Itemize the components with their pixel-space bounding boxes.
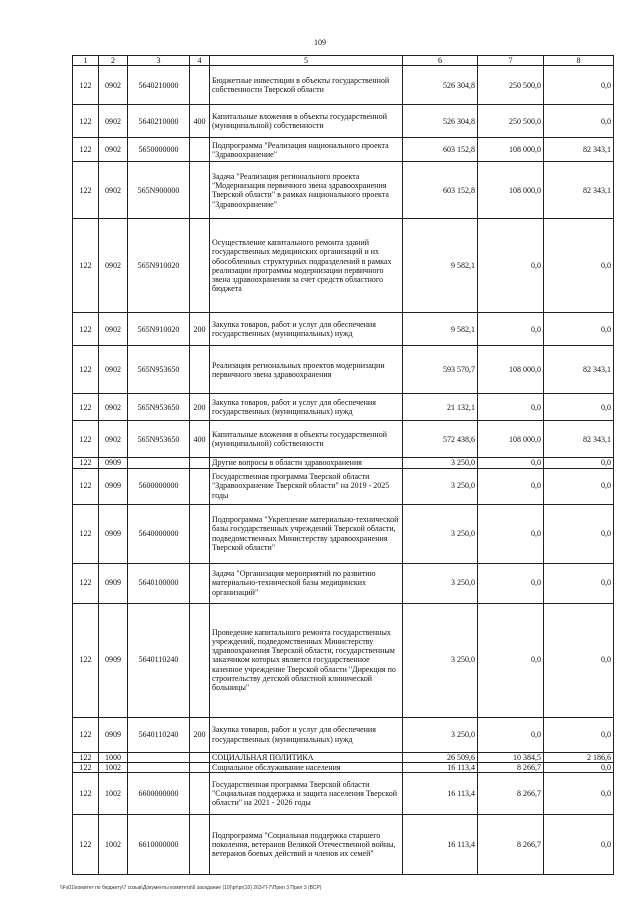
cell-expense-type	[190, 219, 210, 313]
cell-amount-2024: 0,0	[544, 603, 614, 717]
cell-amount-2024: 0,0	[544, 563, 614, 603]
column-header: 8	[544, 56, 614, 66]
cell-ved-code: 122	[73, 603, 99, 717]
cell-amount-2022: 3 250,0	[403, 603, 478, 717]
cell-amount-2023: 0,0	[478, 313, 544, 346]
cell-section-code: 0909	[99, 458, 128, 468]
table-row	[73, 105, 614, 138]
cell-amount-2024: 82 343,1	[544, 138, 614, 162]
cell-amount-2023: 108 000,0	[478, 138, 544, 162]
cell-amount-2024: 82 343,1	[544, 162, 614, 219]
cell-amount-2023: 8 266,7	[478, 815, 544, 875]
cell-section-code: 1000	[99, 752, 128, 762]
cell-section-code: 0902	[99, 421, 128, 458]
cell-ved-code: 122	[73, 313, 99, 346]
cell-amount-2022: 16 113,4	[403, 762, 478, 772]
table-row	[73, 162, 614, 219]
cell-amount-2022: 603 152,8	[403, 162, 478, 219]
cell-amount-2024: 0,0	[544, 458, 614, 468]
cell-ved-code: 122	[73, 504, 99, 563]
cell-amount-2022: 3 250,0	[403, 504, 478, 563]
cell-section-code: 0909	[99, 603, 128, 717]
footer-file-path: \\Fs01\комитет по бюджету\7 созыв\Документы комитета\6 заседание (10)\pr\pr(10) 263-П-7\Прил 3 Прил 3 (ВСР)	[60, 885, 322, 891]
cell-amount-2024: 0,0	[544, 105, 614, 138]
cell-target-article: 5600000000	[128, 468, 190, 504]
cell-expense-type	[190, 346, 210, 394]
cell-amount-2022: 21 132,1	[403, 394, 478, 421]
cell-target-article: 5640210000	[128, 66, 190, 105]
cell-description: Подпрограмма "Реализация национального проекта "Здравоохранение"	[210, 138, 403, 162]
cell-section-code: 0902	[99, 105, 128, 138]
cell-expense-type	[190, 752, 210, 762]
cell-target-article: 5640110240	[128, 603, 190, 717]
cell-ved-code: 122	[73, 138, 99, 162]
cell-section-code: 1002	[99, 773, 128, 815]
cell-ved-code: 122	[73, 219, 99, 313]
cell-ved-code: 122	[73, 394, 99, 421]
cell-description: Бюджетные инвестиции в объекты государственной собственности Тверской области	[210, 66, 403, 105]
cell-expense-type: 400	[190, 105, 210, 138]
cell-amount-2023: 8 266,7	[478, 762, 544, 772]
cell-amount-2023: 108 000,0	[478, 162, 544, 219]
cell-target-article: 565N953650	[128, 346, 190, 394]
cell-ved-code: 122	[73, 773, 99, 815]
cell-target-article: 6610000000	[128, 815, 190, 875]
cell-amount-2023: 0,0	[478, 458, 544, 468]
cell-description: Подпрограмма "Социальная поддержка старшего поколения, ветеранов Великой Отечественной войны, ветеранов боевых действий и членов их семей"	[210, 815, 403, 875]
cell-amount-2024: 0,0	[544, 815, 614, 875]
table-row	[73, 313, 614, 346]
cell-expense-type	[190, 458, 210, 468]
cell-target-article: 6600000000	[128, 773, 190, 815]
cell-ved-code: 122	[73, 815, 99, 875]
cell-target-article: 565N900000	[128, 162, 190, 219]
cell-amount-2023: 0,0	[478, 468, 544, 504]
table-row	[73, 421, 614, 458]
cell-target-article: 5650000000	[128, 138, 190, 162]
table-row	[73, 66, 614, 105]
table-body	[73, 56, 614, 875]
cell-amount-2023: 0,0	[478, 394, 544, 421]
column-header: 7	[478, 56, 544, 66]
cell-ved-code: 122	[73, 162, 99, 219]
cell-target-article	[128, 458, 190, 468]
cell-amount-2024: 0,0	[544, 313, 614, 346]
table-row	[73, 773, 614, 815]
cell-amount-2023: 0,0	[478, 717, 544, 752]
cell-ved-code: 122	[73, 468, 99, 504]
cell-amount-2023: 108 000,0	[478, 421, 544, 458]
cell-section-code: 0902	[99, 394, 128, 421]
cell-amount-2023: 250 500,0	[478, 66, 544, 105]
cell-amount-2024: 0,0	[544, 762, 614, 772]
cell-amount-2022: 3 250,0	[403, 468, 478, 504]
budget-table	[72, 55, 614, 875]
cell-expense-type	[190, 603, 210, 717]
table-row	[73, 752, 614, 762]
cell-ved-code: 122	[73, 762, 99, 772]
cell-section-code: 0902	[99, 162, 128, 219]
cell-section-code: 0909	[99, 563, 128, 603]
cell-expense-type: 200	[190, 313, 210, 346]
cell-description: Задача "Организация мероприятий по развитию материально-технической базы медицинских организаций"	[210, 563, 403, 603]
cell-amount-2022: 3 250,0	[403, 458, 478, 468]
cell-amount-2023: 0,0	[478, 219, 544, 313]
column-header: 3	[128, 56, 190, 66]
cell-ved-code: 122	[73, 458, 99, 468]
cell-ved-code: 122	[73, 563, 99, 603]
cell-description: Осуществление капитального ремонта зданий государственных медицинских организаций и их обособленных структурных подразделений в рамках реализации программы модернизации первичного звена здравоохранения за счет средств областного бюджета	[210, 219, 403, 313]
table-row	[73, 219, 614, 313]
cell-target-article: 565N910020	[128, 219, 190, 313]
cell-amount-2024: 0,0	[544, 504, 614, 563]
cell-amount-2022: 526 304,8	[403, 66, 478, 105]
cell-description: Задача "Реализация регионального проекта "Модернизация первичного звена здравоохранения Тверской области" в рамках национального проекта "Здравоохранение"	[210, 162, 403, 219]
cell-amount-2022: 572 438,6	[403, 421, 478, 458]
cell-section-code: 0909	[99, 468, 128, 504]
cell-expense-type	[190, 138, 210, 162]
cell-ved-code: 122	[73, 346, 99, 394]
cell-expense-type	[190, 162, 210, 219]
cell-amount-2022: 16 113,4	[403, 773, 478, 815]
cell-section-code: 0902	[99, 346, 128, 394]
cell-amount-2023: 0,0	[478, 603, 544, 717]
cell-description: Социальное обслуживание населения	[210, 762, 403, 772]
table-row	[73, 717, 614, 752]
cell-expense-type	[190, 815, 210, 875]
cell-amount-2024: 0,0	[544, 717, 614, 752]
cell-amount-2022: 9 582,1	[403, 219, 478, 313]
cell-amount-2022: 3 250,0	[403, 563, 478, 603]
table-row	[73, 346, 614, 394]
cell-amount-2023: 0,0	[478, 504, 544, 563]
table-row	[73, 468, 614, 504]
column-header: 1	[73, 56, 99, 66]
cell-amount-2022: 9 582,1	[403, 313, 478, 346]
cell-amount-2024: 0,0	[544, 66, 614, 105]
cell-expense-type: 200	[190, 717, 210, 752]
cell-description: Реализация региональных проектов модернизации первичного звена здравоохранения	[210, 346, 403, 394]
cell-amount-2022: 526 304,8	[403, 105, 478, 138]
cell-description: Закупка товаров, работ и услуг для обеспечения государственных (муниципальных) нужд	[210, 394, 403, 421]
page-number: 109	[314, 38, 326, 47]
cell-section-code: 0909	[99, 504, 128, 563]
cell-amount-2024: 0,0	[544, 773, 614, 815]
cell-description: Государственная программа Тверской области "Социальная поддержка и защита населения Тверской области" на 2021 - 2026 годы	[210, 773, 403, 815]
column-header: 2	[99, 56, 128, 66]
cell-description: Государственная программа Тверской области "Здравоохранение Тверской области" на 2019 - 2025 годы	[210, 468, 403, 504]
cell-section-code: 0902	[99, 219, 128, 313]
cell-amount-2022: 603 152,8	[403, 138, 478, 162]
cell-amount-2023: 8 266,7	[478, 773, 544, 815]
cell-ved-code: 122	[73, 66, 99, 105]
cell-amount-2022: 16 113,4	[403, 815, 478, 875]
cell-description: Капитальные вложения в объекты государственной (муниципальной) собственности	[210, 421, 403, 458]
cell-expense-type	[190, 563, 210, 603]
cell-description: Закупка товаров, работ и услуг для обеспечения государственных (муниципальных) нужд	[210, 313, 403, 346]
cell-target-article: 565N910020	[128, 313, 190, 346]
cell-target-article: 5640210000	[128, 105, 190, 138]
table-row	[73, 394, 614, 421]
cell-description: Другие вопросы в области здравоохранения	[210, 458, 403, 468]
cell-section-code: 0902	[99, 66, 128, 105]
table-row	[73, 138, 614, 162]
cell-expense-type	[190, 773, 210, 815]
cell-target-article: 5640100000	[128, 563, 190, 603]
cell-expense-type: 400	[190, 421, 210, 458]
cell-ved-code: 122	[73, 752, 99, 762]
cell-section-code: 0902	[99, 138, 128, 162]
cell-ved-code: 122	[73, 421, 99, 458]
cell-amount-2022: 26 509,6	[403, 752, 478, 762]
cell-expense-type	[190, 468, 210, 504]
cell-ved-code: 122	[73, 105, 99, 138]
table-row	[73, 563, 614, 603]
cell-amount-2022: 593 570,7	[403, 346, 478, 394]
column-header: 4	[190, 56, 210, 66]
cell-amount-2024: 0,0	[544, 394, 614, 421]
cell-description: Проведение капитального ремонта государственных учреждений, подведомственных Министерству здравоохранения Тверской области, государственным заказчиком которых является государственное казенное учреждение Тверской области "Дирекция по строительству детской областной клинической больницы"	[210, 603, 403, 717]
cell-section-code: 0909	[99, 717, 128, 752]
cell-amount-2023: 108 000,0	[478, 346, 544, 394]
table-header-row	[73, 56, 614, 66]
cell-expense-type	[190, 66, 210, 105]
cell-ved-code: 122	[73, 717, 99, 752]
cell-section-code: 1002	[99, 815, 128, 875]
cell-description: СОЦИАЛЬНАЯ ПОЛИТИКА	[210, 752, 403, 762]
cell-target-article: 565N953650	[128, 421, 190, 458]
table-row	[73, 762, 614, 772]
cell-target-article: 5640000000	[128, 504, 190, 563]
cell-description: Капитальные вложения в объекты государственной (муниципальной) собственности	[210, 105, 403, 138]
table-row	[73, 458, 614, 468]
cell-amount-2024: 0,0	[544, 219, 614, 313]
cell-section-code: 1002	[99, 762, 128, 772]
cell-amount-2024: 0,0	[544, 468, 614, 504]
cell-amount-2022: 3 250,0	[403, 717, 478, 752]
cell-target-article	[128, 762, 190, 772]
cell-target-article: 565N953650	[128, 394, 190, 421]
column-header: 6	[403, 56, 478, 66]
cell-amount-2024: 2 186,6	[544, 752, 614, 762]
table-row	[73, 603, 614, 717]
cell-amount-2024: 82 343,1	[544, 346, 614, 394]
cell-expense-type: 200	[190, 394, 210, 421]
table-row	[73, 504, 614, 563]
cell-description: Закупка товаров, работ и услуг для обеспечения государственных (муниципальных) нужд	[210, 717, 403, 752]
cell-target-article: 5640110240	[128, 717, 190, 752]
cell-description: Подпрограмма "Укрепление материально-технической базы государственных учреждений Тверской области, подведомственных Министерству здравоохранения Тверской области"	[210, 504, 403, 563]
cell-target-article	[128, 752, 190, 762]
cell-amount-2023: 10 384,5	[478, 752, 544, 762]
table-row	[73, 815, 614, 875]
cell-section-code: 0902	[99, 313, 128, 346]
cell-amount-2023: 0,0	[478, 563, 544, 603]
cell-amount-2023: 250 500,0	[478, 105, 544, 138]
cell-expense-type	[190, 504, 210, 563]
cell-expense-type	[190, 762, 210, 772]
cell-amount-2024: 82 343,1	[544, 421, 614, 458]
column-header: 5	[210, 56, 403, 66]
